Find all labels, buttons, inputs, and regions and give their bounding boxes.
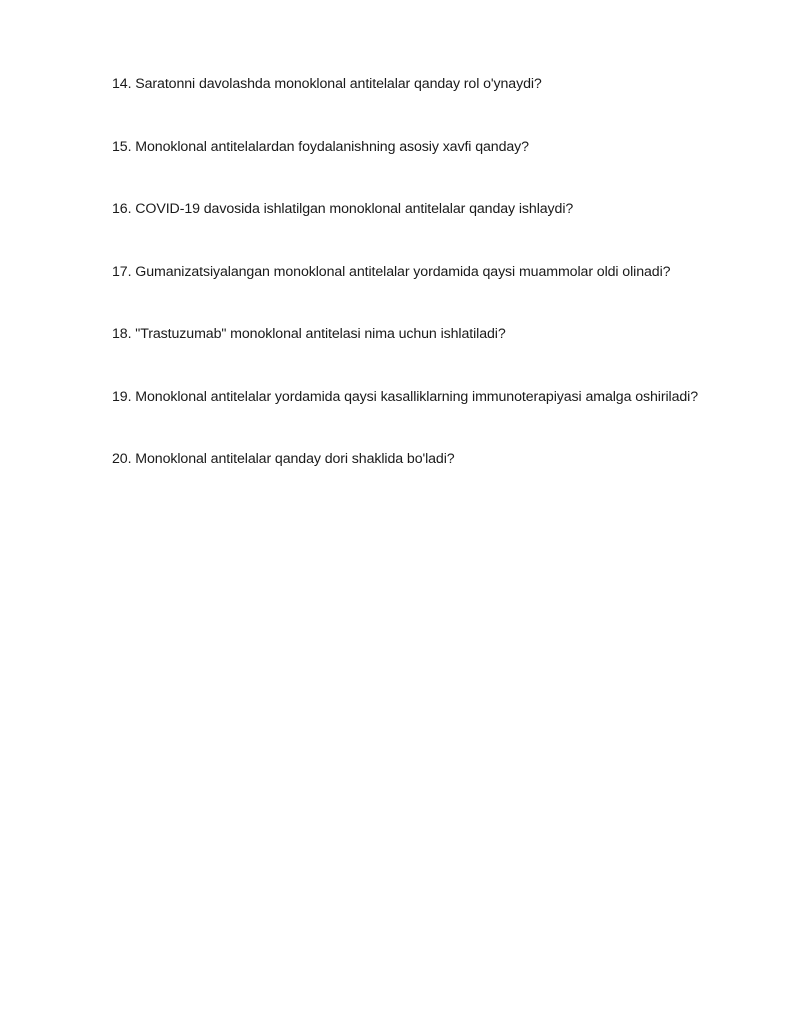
question-18: 18. "Trastuzumab" monoklonal antitelasi nima uchun ishlatiladi?: [112, 326, 506, 342]
question-15: 15. Monoklonal antitelalardan foydalanishning asosiy xavfi qanday?: [112, 138, 529, 155]
question-16: 16. COVID-19 davosida ishlatilgan monoklonal antitelalar qanday ishlaydi?: [112, 201, 574, 217]
question-20: 20. Monoklonal antitelalar qanday dori shaklida bo'ladi?: [112, 451, 455, 467]
question-19: 19. Monoklonal antitelalar yordamida qaysi kasalliklarning immunoterapiyasi amalga oshiriladi?: [112, 388, 698, 405]
question-list: [112, 74, 772, 512]
question-14: 14. Saratonni davolashda monoklonal antitelalar qanday rol o'ynaydi?: [112, 76, 542, 92]
question-17: 17. Gumanizatsiyalangan monoklonal antitelalar yordamida qaysi muammolar oldi olinadi?: [112, 263, 671, 280]
